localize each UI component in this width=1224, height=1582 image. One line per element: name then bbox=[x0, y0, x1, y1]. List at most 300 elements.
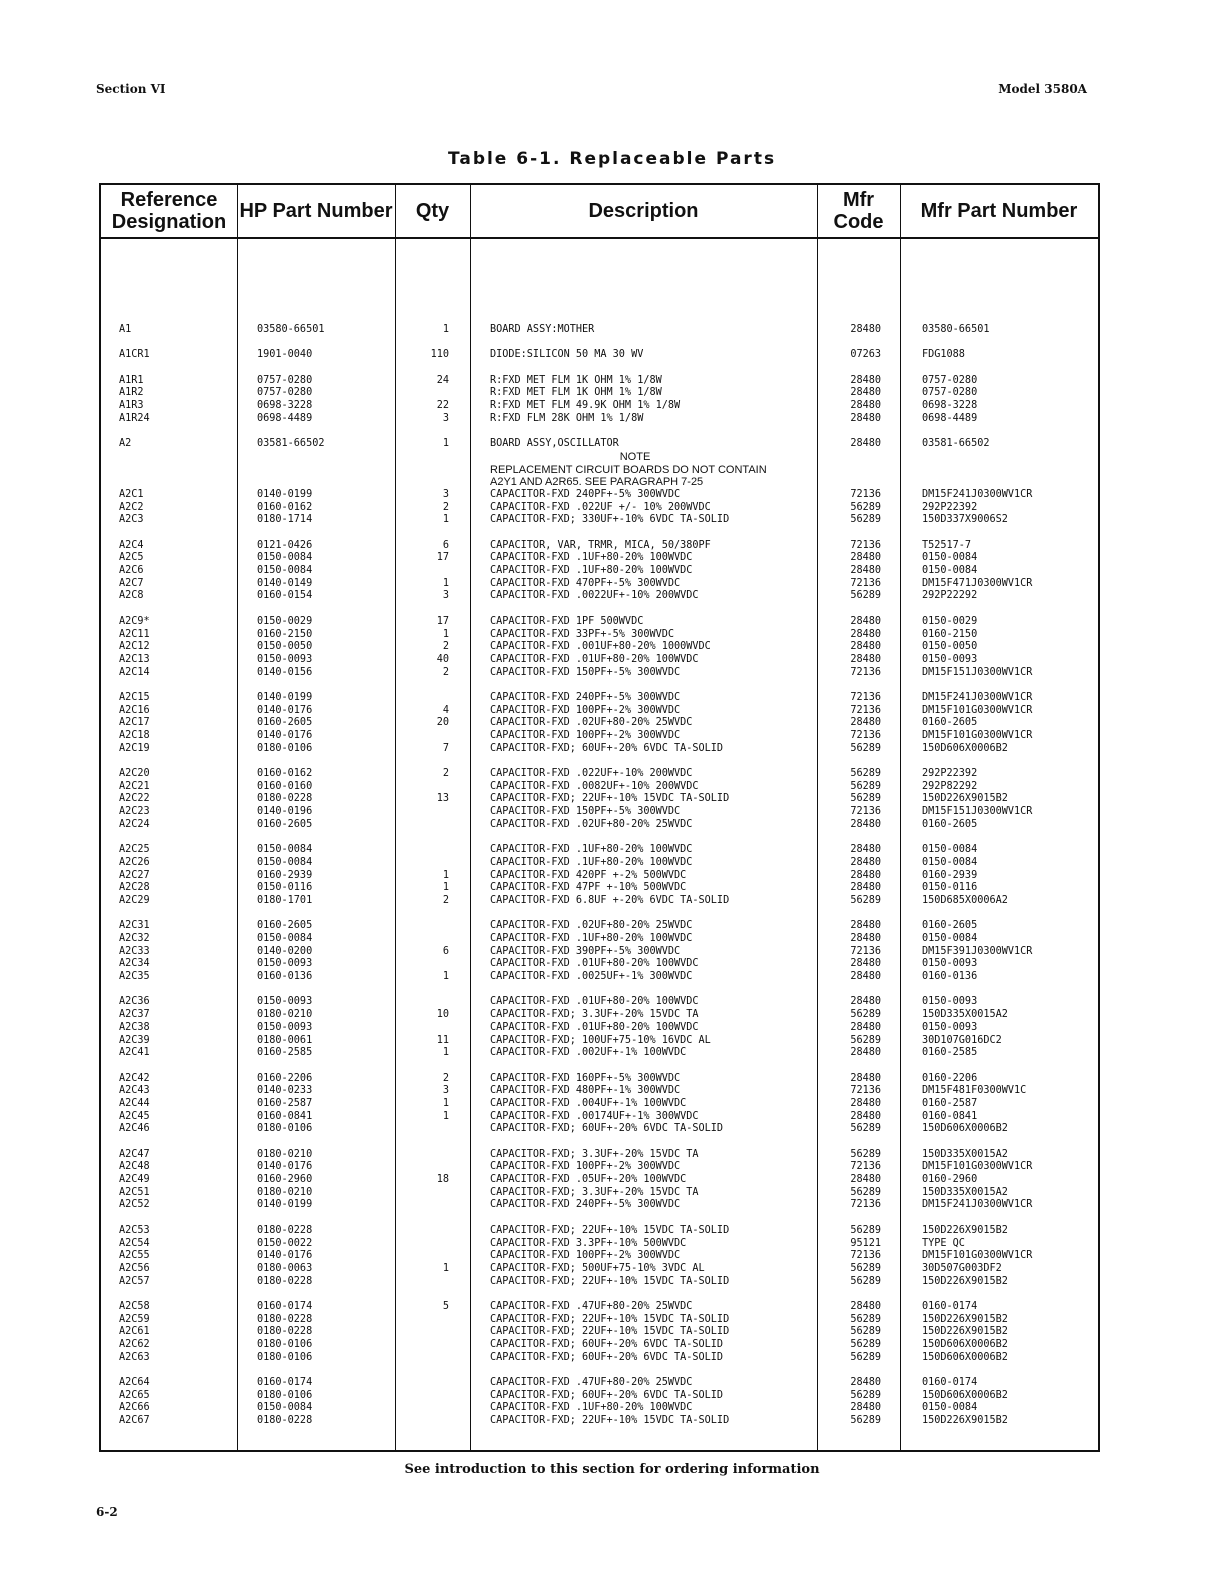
cell-desc: CAPACITOR-FXD; 3.3UF+-20% 15VDC TA bbox=[490, 1148, 699, 1160]
cell-ref: A2C33 bbox=[119, 945, 150, 957]
cell-desc: CAPACITOR-FXD; 330UF+-10% 6VDC TA-SOLID bbox=[490, 514, 730, 526]
row-group bbox=[101, 375, 1098, 426]
cell-desc: CAPACITOR-FXD; 60UF+-20% 6VDC TA-SOLID bbox=[490, 1389, 724, 1401]
cell-mfr: 28480 bbox=[850, 653, 881, 665]
cell-desc: CAPACITOR-FXD; 22UF+-10% 15VDC TA-SOLID bbox=[490, 1326, 730, 1338]
cell-mpn: 150D335X0015A2 bbox=[922, 1148, 1008, 1160]
cell-mpn: 0160-0841 bbox=[922, 1110, 978, 1122]
cell-hp: 0140-0199 bbox=[257, 1199, 313, 1211]
cell-hp: 0150-0084 bbox=[257, 844, 313, 856]
note-line bbox=[101, 451, 1098, 464]
cell-hp: 0150-0029 bbox=[257, 615, 313, 627]
cell-mpn: 0150-0093 bbox=[922, 653, 978, 665]
cell-hp: 0140-0199 bbox=[257, 691, 313, 703]
cell-desc: CAPACITOR-FXD .47UF+80-20% 25WVDC bbox=[490, 1300, 693, 1312]
cell-hp: 0140-0200 bbox=[257, 945, 313, 957]
cell-hp: 0180-0061 bbox=[257, 1034, 313, 1046]
table-row bbox=[101, 1123, 1098, 1136]
cell-mfr: 28480 bbox=[850, 400, 881, 412]
cell-mfr: 56289 bbox=[850, 514, 881, 526]
cell-ref: A2C58 bbox=[119, 1300, 150, 1312]
table-row bbox=[101, 1161, 1098, 1174]
cell-mfr: 28480 bbox=[850, 920, 881, 932]
cell-mpn: 150D606X0006B2 bbox=[922, 1351, 1008, 1363]
cell-ref: A1CR1 bbox=[119, 349, 150, 361]
cell-qty: 3 bbox=[442, 1085, 449, 1097]
cell-qty: 1 bbox=[442, 1262, 449, 1274]
cell-ref: A2C2 bbox=[119, 501, 144, 513]
cell-ref: A2C44 bbox=[119, 1097, 150, 1109]
cell-ref: A2C42 bbox=[119, 1072, 150, 1084]
cell-hp: 0180-1714 bbox=[257, 514, 313, 526]
cell-qty: 17 bbox=[436, 615, 449, 627]
cell-mpn: 0160-2587 bbox=[922, 1097, 978, 1109]
row-group bbox=[101, 616, 1098, 679]
cell-mfr: 72136 bbox=[850, 577, 881, 589]
cell-ref: A2C53 bbox=[119, 1224, 150, 1236]
cell-hp: 0150-0093 bbox=[257, 1021, 313, 1033]
cell-mfr: 56289 bbox=[850, 1326, 881, 1338]
cell-mpn: 0160-2585 bbox=[922, 1047, 978, 1059]
cell-mpn: TYPE QC bbox=[922, 1237, 965, 1249]
cell-hp: 0180-0228 bbox=[257, 1326, 313, 1338]
cell-desc: CAPACITOR-FXD; 22UF+-10% 15VDC TA-SOLID bbox=[490, 1415, 730, 1427]
table-row bbox=[101, 1326, 1098, 1339]
parts-table bbox=[99, 183, 1100, 1452]
cell-mfr: 28480 bbox=[850, 1402, 881, 1414]
cell-hp: 0160-2605 bbox=[257, 920, 313, 932]
table-row bbox=[101, 1352, 1098, 1365]
cell-ref: A2C15 bbox=[119, 691, 150, 703]
cell-ref: A2C5 bbox=[119, 552, 144, 564]
cell-ref: A2C65 bbox=[119, 1389, 150, 1401]
cell-qty: 11 bbox=[436, 1034, 449, 1046]
cell-desc: CAPACITOR-FXD; 500UF+75-10% 3VDC AL bbox=[490, 1262, 705, 1274]
cell-mfr: 56289 bbox=[850, 1339, 881, 1350]
cell-qty: 1 bbox=[442, 1097, 449, 1109]
cell-qty: 7 bbox=[442, 742, 449, 754]
table-row bbox=[101, 375, 1098, 388]
cell-mpn: 292P22392 bbox=[922, 501, 978, 513]
cell-desc: CAPACITOR-FXD .02UF+80-20% 25WVDC bbox=[490, 818, 693, 830]
cell-desc: CAPACITOR-FXD .01UF+80-20% 100WVDC bbox=[490, 958, 699, 970]
column-header-reference: Reference Designation bbox=[111, 189, 227, 233]
cell-mfr: 28480 bbox=[850, 628, 881, 640]
table-row bbox=[101, 400, 1098, 413]
table-row bbox=[101, 1225, 1098, 1238]
cell-hp: 0140-0176 bbox=[257, 704, 313, 716]
table-row bbox=[101, 717, 1098, 730]
table-row bbox=[101, 590, 1098, 603]
cell-mpn: DM15F151J0300WV1CR bbox=[922, 806, 1033, 818]
table-row bbox=[101, 882, 1098, 895]
cell-desc: CAPACITOR-FXD .1UF+80-20% 100WVDC bbox=[490, 552, 693, 564]
cell-mpn: 0150-0084 bbox=[922, 856, 978, 868]
cell-mfr: 56289 bbox=[850, 1313, 881, 1325]
cell-mfr: 72136 bbox=[850, 1085, 881, 1097]
cell-ref: A2C66 bbox=[119, 1402, 150, 1414]
note-line bbox=[101, 476, 1098, 489]
cell-desc: BOARD ASSY,OSCILLATOR bbox=[490, 438, 619, 450]
cell-hp: 0160-0136 bbox=[257, 971, 313, 983]
cell-ref: A2C21 bbox=[119, 780, 150, 792]
cell-ref: A2C43 bbox=[119, 1085, 150, 1097]
table-row bbox=[101, 1073, 1098, 1086]
cell-ref: A2C31 bbox=[119, 920, 150, 932]
cell-mpn: DM15F101G0300WV1CR bbox=[922, 1250, 1033, 1262]
cell-ref: A2C61 bbox=[119, 1326, 150, 1338]
cell-desc: CAPACITOR-FXD; 3.3UF+-20% 15VDC TA bbox=[490, 1009, 699, 1021]
cell-desc: CAPACITOR-FXD 420PF +-2% 500WVDC bbox=[490, 869, 687, 881]
cell-mfr: 28480 bbox=[850, 615, 881, 627]
cell-mfr: 56289 bbox=[850, 742, 881, 754]
cell-mpn: 30D107G016DC2 bbox=[922, 1034, 1002, 1046]
cell-desc: CAPACITOR-FXD; 60UF+-20% 6VDC TA-SOLID bbox=[490, 1351, 724, 1363]
cell-hp: 0180-0228 bbox=[257, 1275, 313, 1287]
cell-hp: 0140-0176 bbox=[257, 1250, 313, 1262]
cell-ref: A2C29 bbox=[119, 894, 150, 906]
cell-ref: A1R2 bbox=[119, 387, 144, 399]
cell-mfr: 72136 bbox=[850, 1199, 881, 1211]
cell-hp: 0180-0106 bbox=[257, 1339, 313, 1350]
cell-mpn: 150D226X9015B2 bbox=[922, 793, 1008, 805]
cell-mfr: 56289 bbox=[850, 501, 881, 513]
table-row bbox=[101, 1047, 1098, 1060]
cell-ref: A2C46 bbox=[119, 1123, 150, 1135]
cell-ref: A2C51 bbox=[119, 1186, 150, 1198]
table-row bbox=[101, 565, 1098, 578]
cell-mpn: 0160-2939 bbox=[922, 869, 978, 881]
cell-mpn: 03580-66501 bbox=[922, 324, 990, 335]
table-row bbox=[101, 793, 1098, 806]
cell-desc: CAPACITOR, VAR, TRMR, MICA, 50/380PF bbox=[490, 539, 711, 551]
table-row bbox=[101, 552, 1098, 565]
cell-hp: 0150-0093 bbox=[257, 653, 313, 665]
cell-ref: A2C34 bbox=[119, 958, 150, 970]
cell-mpn: 0757-0280 bbox=[922, 387, 978, 399]
table-row bbox=[101, 1022, 1098, 1035]
cell-mpn: 0160-2206 bbox=[922, 1072, 978, 1084]
cell-desc: CAPACITOR-FXD .00174UF+-1% 300WVDC bbox=[490, 1110, 699, 1122]
row-group bbox=[101, 996, 1098, 1059]
cell-ref: A2C52 bbox=[119, 1199, 150, 1211]
cell-hp: 0757-0280 bbox=[257, 387, 313, 399]
cell-ref: A2C8 bbox=[119, 590, 144, 602]
cell-mfr: 28480 bbox=[850, 324, 881, 335]
cell-mfr: 28480 bbox=[850, 1300, 881, 1312]
cell-desc: CAPACITOR-FXD .01UF+80-20% 100WVDC bbox=[490, 1021, 699, 1033]
cell-mpn: 150D226X9015B2 bbox=[922, 1326, 1008, 1338]
table-row bbox=[101, 1035, 1098, 1048]
cell-desc: CAPACITOR-FXD .47UF+80-20% 25WVDC bbox=[490, 1377, 693, 1389]
cell-hp: 0150-0084 bbox=[257, 1402, 313, 1414]
cell-mfr: 56289 bbox=[850, 1415, 881, 1427]
cell-ref: A2C3 bbox=[119, 514, 144, 526]
table-row bbox=[101, 806, 1098, 819]
cell-ref: A2C48 bbox=[119, 1161, 150, 1173]
cell-desc: CAPACITOR-FXD .0025UF+-1% 300WVDC bbox=[490, 971, 693, 983]
cell-desc: CAPACITOR-FXD 240PF+-5% 300WVDC bbox=[490, 691, 681, 703]
cell-mpn: 292P82292 bbox=[922, 780, 978, 792]
cell-qty: 6 bbox=[442, 539, 449, 551]
cell-hp: 0140-0149 bbox=[257, 577, 313, 589]
cell-mfr: 56289 bbox=[850, 1275, 881, 1287]
cell-desc: CAPACITOR-FXD .1UF+80-20% 100WVDC bbox=[490, 856, 693, 868]
row-group bbox=[101, 1301, 1098, 1364]
table-row bbox=[101, 743, 1098, 756]
table-row bbox=[101, 1174, 1098, 1187]
cell-mfr: 28480 bbox=[850, 1072, 881, 1084]
cell-desc: CAPACITOR-FXD .05UF+-20% 100WVDC bbox=[490, 1174, 687, 1186]
cell-ref: A2C38 bbox=[119, 1021, 150, 1033]
note-text: REPLACEMENT CIRCUIT BOARDS DO NOT CONTAIN bbox=[490, 463, 767, 476]
cell-hp: 0140-0233 bbox=[257, 1085, 313, 1097]
note-text: NOTE bbox=[619, 450, 651, 463]
cell-desc: CAPACITOR-FXD 33PF+-5% 300WVDC bbox=[490, 628, 675, 640]
cell-ref: A2C35 bbox=[119, 971, 150, 983]
cell-mfr: 28480 bbox=[850, 641, 881, 653]
cell-hp: 0180-1701 bbox=[257, 894, 313, 906]
cell-desc: CAPACITOR-FXD .0082UF+-10% 200WVDC bbox=[490, 780, 699, 792]
cell-mfr: 28480 bbox=[850, 412, 881, 424]
cell-mfr: 56289 bbox=[850, 1009, 881, 1021]
cell-desc: R:FXD MET FLM 1K OHM 1% 1/8W bbox=[490, 387, 662, 399]
cell-ref: A2C62 bbox=[119, 1339, 150, 1350]
cell-mpn: 0150-0029 bbox=[922, 615, 978, 627]
cell-ref: A2C7 bbox=[119, 577, 144, 589]
cell-mpn: 0150-0093 bbox=[922, 958, 978, 970]
cell-hp: 0160-2960 bbox=[257, 1174, 313, 1186]
table-row bbox=[101, 324, 1098, 337]
row-group bbox=[101, 349, 1098, 362]
cell-qty: 5 bbox=[442, 1300, 449, 1312]
cell-mfr: 56289 bbox=[850, 1351, 881, 1363]
table-row bbox=[101, 413, 1098, 426]
cell-hp: 0160-2605 bbox=[257, 717, 313, 729]
cell-desc: CAPACITOR-FXD .1UF+80-20% 100WVDC bbox=[490, 1402, 693, 1414]
cell-qty: 3 bbox=[442, 590, 449, 602]
cell-ref: A2C56 bbox=[119, 1262, 150, 1274]
cell-mpn: 0150-0084 bbox=[922, 1402, 978, 1414]
cell-hp: 1901-0040 bbox=[257, 349, 313, 361]
row-group bbox=[101, 844, 1098, 907]
cell-ref: A2C4 bbox=[119, 539, 144, 551]
cell-qty: 1 bbox=[442, 971, 449, 983]
cell-mfr: 28480 bbox=[850, 1377, 881, 1389]
cell-hp: 0180-0106 bbox=[257, 1123, 313, 1135]
cell-mpn: 0150-0084 bbox=[922, 552, 978, 564]
cell-ref: A2C13 bbox=[119, 653, 150, 665]
ordering-note: See introduction to this section for ordering information bbox=[404, 1462, 820, 1477]
cell-qty: 1 bbox=[442, 628, 449, 640]
cell-ref: A2C59 bbox=[119, 1313, 150, 1325]
table-row bbox=[101, 1276, 1098, 1289]
model-label: Model 3580A bbox=[998, 82, 1087, 96]
cell-desc: CAPACITOR-FXD 240PF+-5% 300WVDC bbox=[490, 1199, 681, 1211]
cell-hp: 0160-2585 bbox=[257, 1047, 313, 1059]
cell-mfr: 56289 bbox=[850, 793, 881, 805]
cell-mfr: 56289 bbox=[850, 1224, 881, 1236]
cell-qty: 17 bbox=[436, 552, 449, 564]
cell-qty: 22 bbox=[436, 400, 449, 412]
cell-qty: 1 bbox=[442, 869, 449, 881]
cell-mfr: 28480 bbox=[850, 717, 881, 729]
cell-qty: 1 bbox=[442, 882, 449, 894]
table-row bbox=[101, 1111, 1098, 1124]
cell-mfr: 56289 bbox=[850, 1262, 881, 1274]
cell-mfr: 28480 bbox=[850, 1097, 881, 1109]
table-row bbox=[101, 1263, 1098, 1276]
cell-desc: CAPACITOR-FXD 390PF+-5% 300WVDC bbox=[490, 945, 681, 957]
cell-qty: 1 bbox=[442, 514, 449, 526]
cell-mpn: 0150-0116 bbox=[922, 882, 978, 894]
cell-mfr: 72136 bbox=[850, 945, 881, 957]
cell-hp: 0698-4489 bbox=[257, 412, 313, 424]
cell-mpn: 0160-0136 bbox=[922, 971, 978, 983]
cell-hp: 0180-0063 bbox=[257, 1262, 313, 1274]
table-row bbox=[101, 1238, 1098, 1251]
column-header-mfr-code: Mfr Code bbox=[833, 189, 884, 233]
cell-desc: CAPACITOR-FXD 150PF+-5% 300WVDC bbox=[490, 806, 681, 818]
table-body bbox=[101, 324, 1098, 1441]
cell-hp: 0160-2206 bbox=[257, 1072, 313, 1084]
cell-mfr: 56289 bbox=[850, 1034, 881, 1046]
cell-hp: 0160-0154 bbox=[257, 590, 313, 602]
cell-desc: CAPACITOR-FXD .01UF+80-20% 100WVDC bbox=[490, 653, 699, 665]
cell-qty: 10 bbox=[436, 1009, 449, 1021]
cell-mfr: 28480 bbox=[850, 933, 881, 944]
cell-ref: A2C24 bbox=[119, 818, 150, 830]
cell-mpn: 150D226X9015B2 bbox=[922, 1415, 1008, 1427]
table-title: Table 6-1. Replaceable Parts bbox=[447, 149, 777, 169]
cell-hp: 0160-2150 bbox=[257, 628, 313, 640]
cell-mfr: 72136 bbox=[850, 704, 881, 716]
table-row bbox=[101, 667, 1098, 680]
cell-mfr: 95121 bbox=[850, 1237, 881, 1249]
cell-desc: CAPACITOR-FXD .0022UF+-10% 200WVDC bbox=[490, 590, 699, 602]
cell-mfr: 28480 bbox=[850, 856, 881, 868]
cell-mfr: 56289 bbox=[850, 1123, 881, 1135]
table-row bbox=[101, 654, 1098, 667]
table-row bbox=[101, 578, 1098, 591]
cell-ref: A2C37 bbox=[119, 1009, 150, 1021]
cell-mfr: 28480 bbox=[850, 1174, 881, 1186]
cell-desc: CAPACITOR-FXD 47PF +-10% 500WVDC bbox=[490, 882, 687, 894]
cell-desc: CAPACITOR-FXD 480PF+-1% 300WVDC bbox=[490, 1085, 681, 1097]
cell-ref: A2C14 bbox=[119, 666, 150, 678]
cell-ref: A1R24 bbox=[119, 412, 150, 424]
cell-hp: 0180-0106 bbox=[257, 1389, 313, 1401]
cell-qty: 18 bbox=[436, 1174, 449, 1186]
cell-qty: 2 bbox=[442, 1072, 449, 1084]
cell-ref: A2C67 bbox=[119, 1415, 150, 1427]
table-row bbox=[101, 768, 1098, 781]
cell-mfr: 56289 bbox=[850, 1389, 881, 1401]
cell-mpn: 150D606X0006B2 bbox=[922, 1389, 1008, 1401]
cell-hp: 0140-0156 bbox=[257, 666, 313, 678]
cell-qty: 110 bbox=[430, 349, 449, 361]
cell-mpn: 150D226X9015B2 bbox=[922, 1224, 1008, 1236]
cell-mpn: 150D685X0006A2 bbox=[922, 894, 1008, 906]
cell-qty: 1 bbox=[442, 1047, 449, 1059]
table-row bbox=[101, 1415, 1098, 1428]
table-row bbox=[101, 502, 1098, 515]
cell-hp: 0160-0174 bbox=[257, 1300, 313, 1312]
cell-ref: A2C32 bbox=[119, 933, 150, 944]
cell-ref: A2C9* bbox=[119, 615, 150, 627]
cell-qty: 4 bbox=[442, 704, 449, 716]
cell-mpn: T52517-7 bbox=[922, 539, 972, 551]
cell-mpn: 30D507G003DF2 bbox=[922, 1262, 1002, 1274]
cell-desc: CAPACITOR-FXD; 22UF+-10% 15VDC TA-SOLID bbox=[490, 1313, 730, 1325]
cell-hp: 0150-0084 bbox=[257, 552, 313, 564]
cell-mfr: 72136 bbox=[850, 488, 881, 500]
table-row bbox=[101, 1402, 1098, 1415]
table-row bbox=[101, 1187, 1098, 1200]
cell-hp: 0150-0093 bbox=[257, 958, 313, 970]
cell-mpn: 0698-3228 bbox=[922, 400, 978, 412]
cell-ref: A2C41 bbox=[119, 1047, 150, 1059]
cell-hp: 0757-0280 bbox=[257, 374, 313, 386]
cell-mfr: 28480 bbox=[850, 958, 881, 970]
cell-mfr: 28480 bbox=[850, 882, 881, 894]
cell-mfr: 72136 bbox=[850, 730, 881, 741]
cell-ref: A2C49 bbox=[119, 1174, 150, 1186]
cell-ref: A2C36 bbox=[119, 996, 150, 1008]
cell-qty: 1 bbox=[442, 577, 449, 589]
column-header-hp-part-number: HP Part Number bbox=[239, 200, 393, 222]
table-row bbox=[101, 514, 1098, 527]
cell-ref: A2C1 bbox=[119, 488, 144, 500]
table-row bbox=[101, 692, 1098, 705]
cell-desc: CAPACITOR-FXD .022UF +/- 10% 200WVDC bbox=[490, 501, 711, 513]
cell-mfr: 28480 bbox=[850, 1110, 881, 1122]
cell-desc: DIODE:SILICON 50 MA 30 WV bbox=[490, 349, 644, 361]
cell-mfr: 28480 bbox=[850, 552, 881, 564]
cell-mpn: 0150-0093 bbox=[922, 996, 978, 1008]
cell-mpn: 03581-66502 bbox=[922, 438, 990, 450]
cell-desc: CAPACITOR-FXD .01UF+80-20% 100WVDC bbox=[490, 996, 699, 1008]
cell-ref: A2C22 bbox=[119, 793, 150, 805]
cell-ref: A2C47 bbox=[119, 1148, 150, 1160]
row-group bbox=[101, 1225, 1098, 1288]
table-row bbox=[101, 895, 1098, 908]
cell-qty: 3 bbox=[442, 488, 449, 500]
cell-hp: 0150-0084 bbox=[257, 933, 313, 944]
table-row bbox=[101, 1390, 1098, 1403]
cell-mfr: 28480 bbox=[850, 869, 881, 881]
row-group bbox=[101, 540, 1098, 603]
table-row bbox=[101, 629, 1098, 642]
cell-mfr: 72136 bbox=[850, 539, 881, 551]
cell-desc: CAPACITOR-FXD .1UF+80-20% 100WVDC bbox=[490, 933, 693, 944]
cell-mfr: 56289 bbox=[850, 1186, 881, 1198]
table-row bbox=[101, 1199, 1098, 1212]
note-text: A2Y1 AND A2R65. SEE PARAGRAPH 7-25 bbox=[490, 476, 704, 489]
row-group bbox=[101, 1073, 1098, 1136]
cell-qty: 3 bbox=[442, 412, 449, 424]
cell-ref: A2C26 bbox=[119, 856, 150, 868]
cell-hp: 0150-0116 bbox=[257, 882, 313, 894]
cell-desc: CAPACITOR-FXD 6.8UF +-20% 6VDC TA-SOLID bbox=[490, 894, 730, 906]
cell-mpn: 150D335X0015A2 bbox=[922, 1009, 1008, 1021]
cell-desc: CAPACITOR-FXD; 100UF+75-10% 16VDC AL bbox=[490, 1034, 711, 1046]
cell-desc: R:FXD MET FLM 1K OHM 1% 1/8W bbox=[490, 374, 662, 386]
cell-mfr: 28480 bbox=[850, 565, 881, 577]
cell-qty: 13 bbox=[436, 793, 449, 805]
cell-hp: 0160-0841 bbox=[257, 1110, 313, 1122]
cell-ref: A2C12 bbox=[119, 641, 150, 653]
